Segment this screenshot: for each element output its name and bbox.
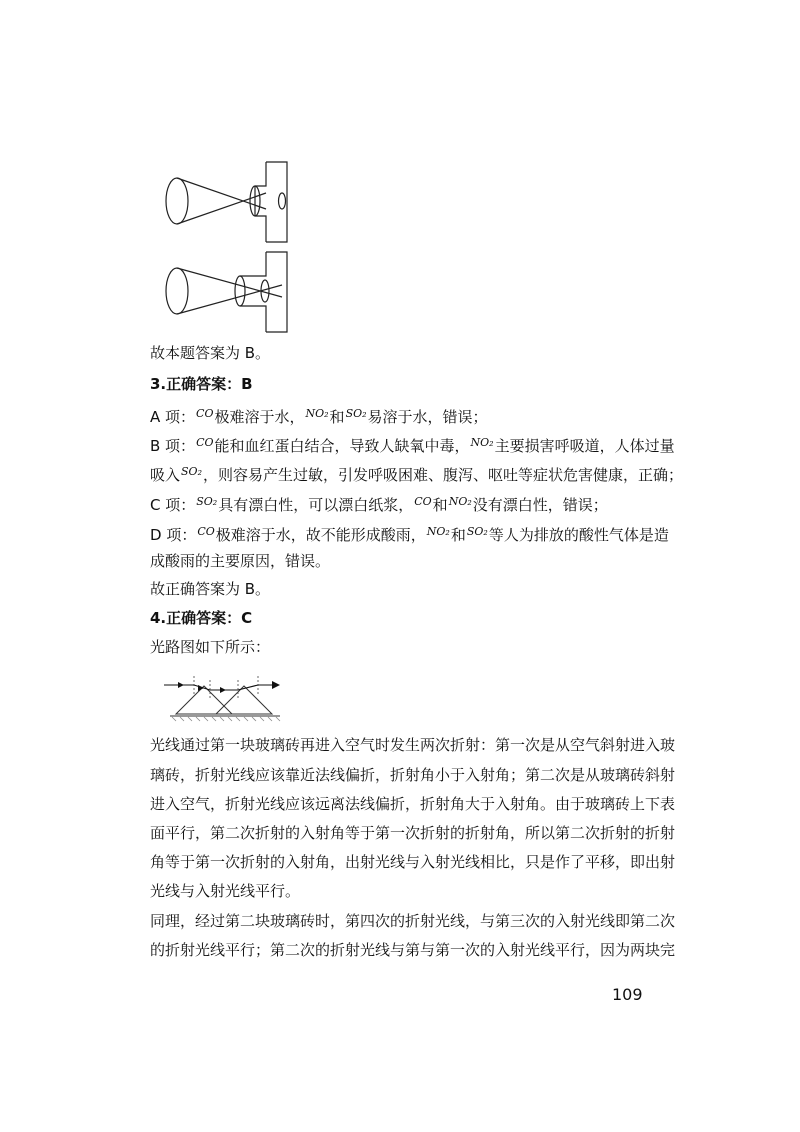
pinhole-camera-upper-diagram	[155, 160, 295, 245]
paragraph-line-2: 璃砖，折射光线应该靠近法线偏折，折射角小于入射角；第二次是从玻璃砖斜射	[150, 766, 676, 784]
paragraph-line-1: 光线通过第一块玻璃砖再进入空气时发生两次折射：第一次是从空气斜射进入玻	[150, 736, 676, 754]
option-b-line: B 项：$^{CO}$能和血红蛋白结合，导致人缺氧中毒，$^{NO_2}$主要损害呼吸道，人体过量	[150, 436, 675, 455]
formula-so2: SO₂	[345, 407, 367, 420]
heading-q3: 3.正确答案：B	[150, 375, 253, 393]
paragraph-line-5: 角等于第一次折射的入射角，出射光线与入射光线相比，只是作了平移，即出射	[150, 853, 676, 871]
light-path-glass-bricks-diagram	[160, 668, 300, 730]
answer-line-q2: 故本题答案为 B。	[150, 344, 271, 362]
option-b-line-2: 吸入$^{SO_2}$，则容易产生过敏，引发呼吸困难、腹泻、呕吐等症状危害健康，正确；	[150, 465, 683, 484]
heading-q4: 4.正确答案：C	[150, 609, 253, 627]
formula-co: CO	[196, 407, 214, 420]
formula-so2: SO₂	[196, 495, 218, 508]
figure-intro-line: 光路图如下所示：	[150, 638, 271, 656]
formula-co: CO	[196, 436, 214, 449]
option-c-line: C 项：$^{SO_2}$具有漂白性，可以漂白纸浆，$^{CO}$和$^{NO_2}$没有漂白性，错误；	[150, 495, 608, 514]
option-a-line: A 项：$^{CO}$极难溶于水，$^{NO_2}$和$^{SO_2}$易溶于水，错误；	[150, 407, 488, 426]
formula-no2: NO₂	[470, 436, 494, 449]
paragraph-line-3: 进入空气，折射光线应该远离法线偏折，折射角大于入射角。由于玻璃砖上下表	[150, 795, 676, 813]
formula-co: CO	[197, 525, 215, 538]
answer-line-q3: 故正确答案为 B。	[150, 580, 271, 598]
formula-so2: SO₂	[181, 465, 202, 478]
paragraph-line-6: 光线与入射光线平行。	[150, 882, 301, 900]
paragraph-line-4: 面平行，第二次折射的入射角等于第一次折射的折射角，所以第二次折射的折射	[150, 824, 676, 842]
option-d-line-2: 成酸雨的主要原因，错误。	[150, 552, 331, 570]
formula-no2: NO₂	[448, 495, 472, 508]
formula-so2: SO₂	[466, 525, 488, 538]
option-d-line: D 项：$^{CO}$极难溶于水，故不能形成酸雨，$^{NO_2}$和$^{SO_2}$等人为排放的酸性气体是造	[150, 525, 669, 544]
formula-co: CO	[414, 495, 432, 508]
formula-no2: NO₂	[305, 407, 329, 420]
paragraph-line-7: 同理，经过第二块玻璃砖时，第四次的折射光线，与第三次的入射光线即第二次	[150, 912, 676, 930]
pinhole-camera-lower-diagram	[155, 250, 295, 335]
page-number: 109	[612, 985, 643, 1004]
formula-no2: NO₂	[426, 525, 450, 538]
paragraph-line-8: 的折射光线平行；第二次的折射光线与第与第一次的入射光线平行，因为两块完	[150, 941, 676, 959]
